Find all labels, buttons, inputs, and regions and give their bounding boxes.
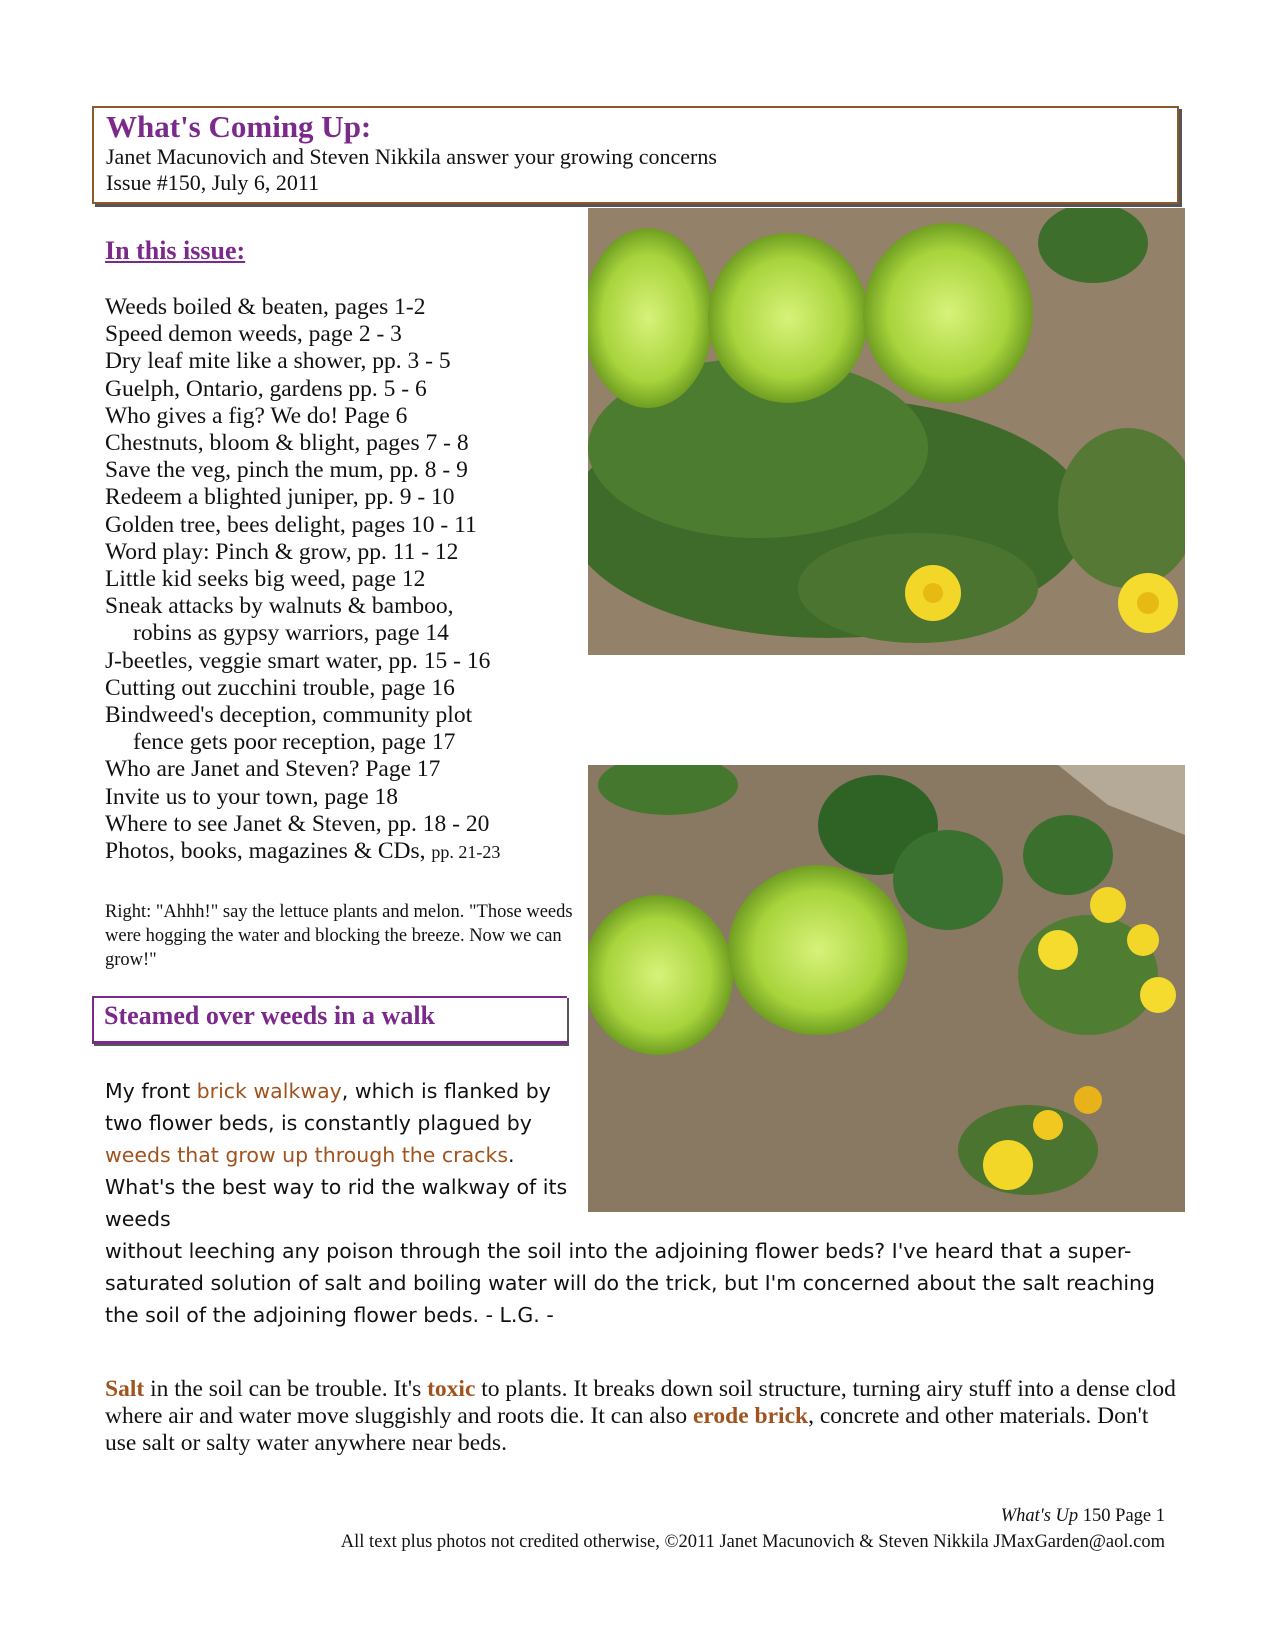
toc-item: Who gives a fig? We do! Page 6 (105, 402, 408, 429)
question-wrapped-part: My front brick walkway, which is flanked by two flower beds, is constantly plagued by weeds that grow up through the cracks. What's the best way to rid the walkway of its weeds (105, 1079, 568, 1231)
highlight-brick-walkway: brick walkway (196, 1079, 342, 1103)
masthead-title: What's Coming Up: (106, 109, 372, 144)
question-full-width-part: without leeching any poison through the soil into the adjoining flower beds? I've heard that a super-saturated solution of salt and boiling water will do the trick, but I'm concerned about the salt reaching the soil of the adjoining flower beds. - L.G. - (105, 1239, 1156, 1327)
toc-item: Little kid seeks big weed, page 12 (105, 566, 426, 593)
toc-heading: In this issue: (105, 236, 246, 265)
reader-question (105, 1075, 1185, 1331)
toc-item: Photos, books, magazines & CDs, pp. 21-23 (105, 838, 501, 865)
toc-item: Sneak attacks by walnuts & bamboo, robins as gypsy warriors, page 14 (105, 593, 454, 647)
toc-item: Who are Janet and Steven? Page 17 (105, 756, 441, 783)
toc-item: Where to see Janet & Steven, pp. 18 - 20 (105, 810, 490, 837)
masthead-issue: Issue #150, July 6, 2011 (106, 170, 320, 195)
toc-item: Word play: Pinch & grow, pp. 11 - 12 (105, 538, 459, 565)
toc-item: J-beetles, veggie smart water, pp. 15 - 16 (105, 647, 491, 674)
toc-item: Invite us to your town, page 18 (105, 783, 399, 810)
toc-item: Cutting out zucchini trouble, page 16 (105, 674, 455, 701)
toc-item: Dry leaf mite like a shower, pp. 3 - 5 (105, 348, 451, 375)
toc-item: Bindweed's deception, community plot fence gets poor reception, page 17 (105, 702, 473, 756)
section-heading: Steamed over weeds in a walk (92, 996, 567, 1044)
toc-item: Redeem a blighted juniper, pp. 9 - 10 (105, 484, 455, 511)
toc-item: Golden tree, bees delight, pages 10 - 11 (105, 511, 477, 538)
footer-credit: All text plus photos not credited otherwise, ©2011 Janet Macunovich & Steven Nikkila JMaxGarden@aol.com (340, 1532, 1165, 1552)
masthead-subtitle: Janet Macunovich and Steven Nikkila answer your growing concerns (106, 144, 717, 169)
masthead-box (92, 106, 1179, 204)
toc-item: Save the veg, pinch the mum, pp. 8 - 9 (105, 457, 468, 484)
footer-page-number: What's Up 150 Page 1 (1000, 1506, 1165, 1526)
photo-caption: Right: "Ahhh!" say the lettuce plants and melon. "Those weeds were hogging the water and blocking the breeze. Now we can grow!" (105, 902, 573, 970)
toc-item: Chestnuts, bloom & blight, pages 7 - 8 (105, 430, 469, 457)
answer-paragraph: Salt in the soil can be trouble. It's toxic to plants. It breaks down soil structure, turning airy stuff into a dense clod where air and water move sluggishly and roots die. It can also erode brick, concrete and other materials. Don't use salt or salty water anywhere near beds. (105, 1376, 1176, 1456)
toc-list (105, 294, 585, 866)
toc-item: Guelph, Ontario, gardens pp. 5 - 6 (105, 375, 427, 402)
toc-item: Weeds boiled & beaten, pages 1-2 (105, 294, 426, 320)
garden-photo-lettuce (588, 208, 1185, 655)
highlight-weeds-cracks: weeds that grow up through the cracks (105, 1143, 508, 1167)
toc-item: Speed demon weeds, page 2 - 3 (105, 321, 402, 348)
